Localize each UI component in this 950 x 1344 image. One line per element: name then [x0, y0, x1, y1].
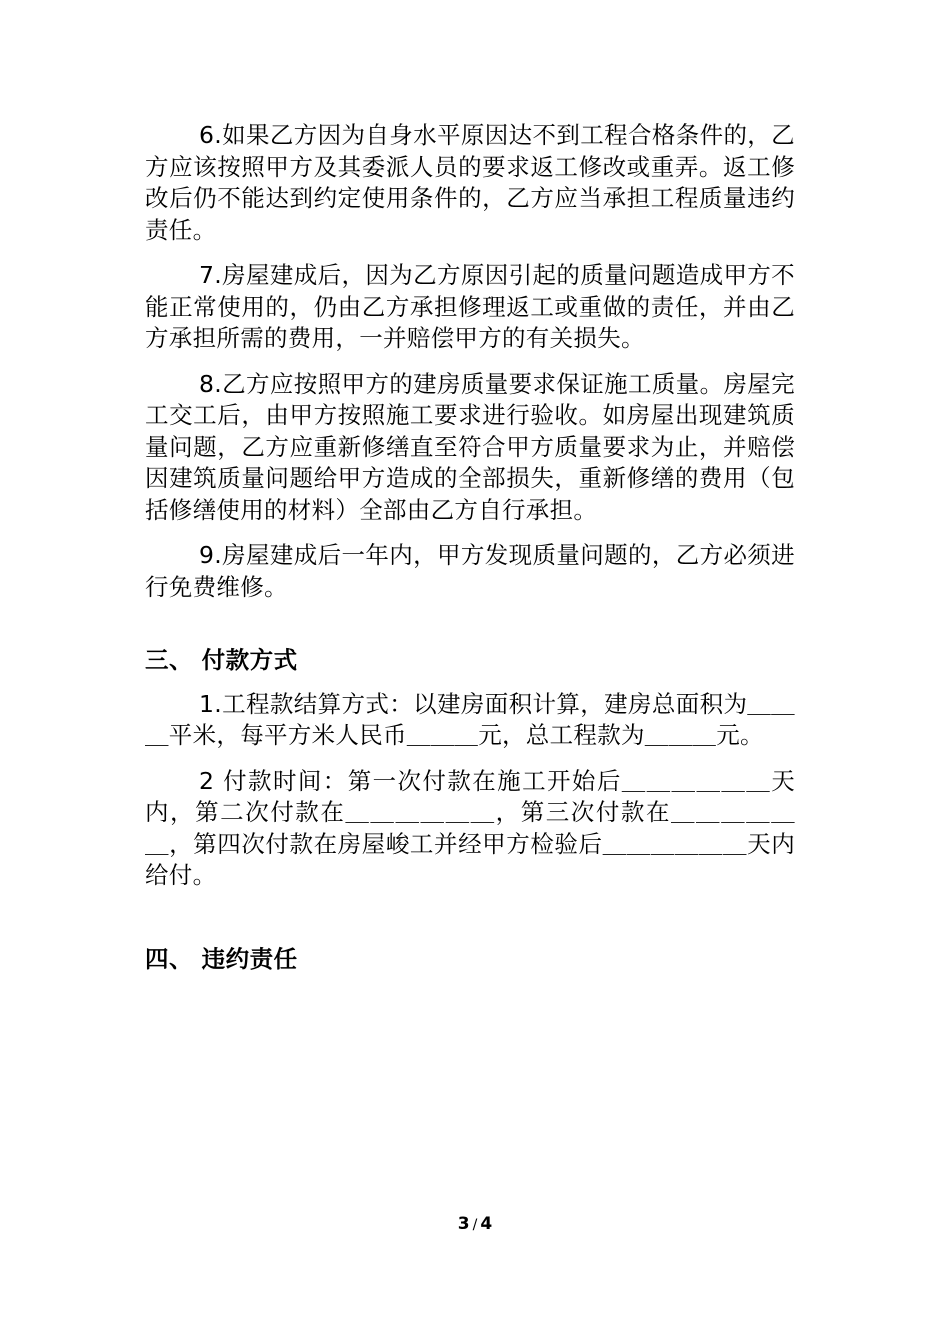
section-3-title: 三、 付款方式 — [145, 646, 298, 674]
page-number — [0, 1214, 950, 1234]
clause-9: 9.房屋建成后一年内，甲方发现质量问题的，乙方必须进行免费维修。 — [145, 541, 795, 601]
clause-7: 7.房屋建成后，因为乙方原因引起的质量问题造成甲方不能正常使用的，仍由乙方承担修理返工或重做的责任，并由乙方承担所需的费用，一并赔偿甲方的有关损失。 — [145, 261, 795, 352]
total-page-number: 4 — [480, 1214, 493, 1234]
section-4-title: 四、 违约责任 — [145, 944, 298, 973]
document-body — [145, 120, 795, 975]
clause-8: 8.乙方应按照甲方的建房质量要求保证施工质量。房屋完工交工后，由甲方按照施工要求进行验收。如房屋出现建筑质量问题，乙方应重新修缮直至符合甲方质量要求为止，并赔偿因建筑质量问题给甲方造成的全部损失，重新修缮的费用（包括修缮使用的材料）全部由乙方自行承担。 — [145, 369, 795, 524]
current-page-number: 3 — [457, 1214, 470, 1234]
payment-clause-2: 2 付款时间：第一次付款在施工开始后＿＿＿＿＿＿天内，第二次付款在＿＿＿＿＿＿，第三次付款在＿＿＿＿＿＿，第四次付款在房屋峻工并经甲方检验后＿＿＿＿＿＿天内给付。 — [145, 766, 795, 889]
clause-6: 6.如果乙方因为自身水平原因达不到工程合格条件的，乙方应该按照甲方及其委派人员的要求返工修改或重弄。返工修改后仍不能达到约定使用条件的，乙方应当承担工程质量违约责任。 — [145, 121, 795, 244]
payment-clause-1: 1.工程款结算方式：以建房面积计算，建房总面积为＿＿＿平米，每平方米人民币＿＿＿元，总工程款为＿＿＿元。 — [145, 689, 795, 749]
page-separator: / — [472, 1217, 478, 1233]
